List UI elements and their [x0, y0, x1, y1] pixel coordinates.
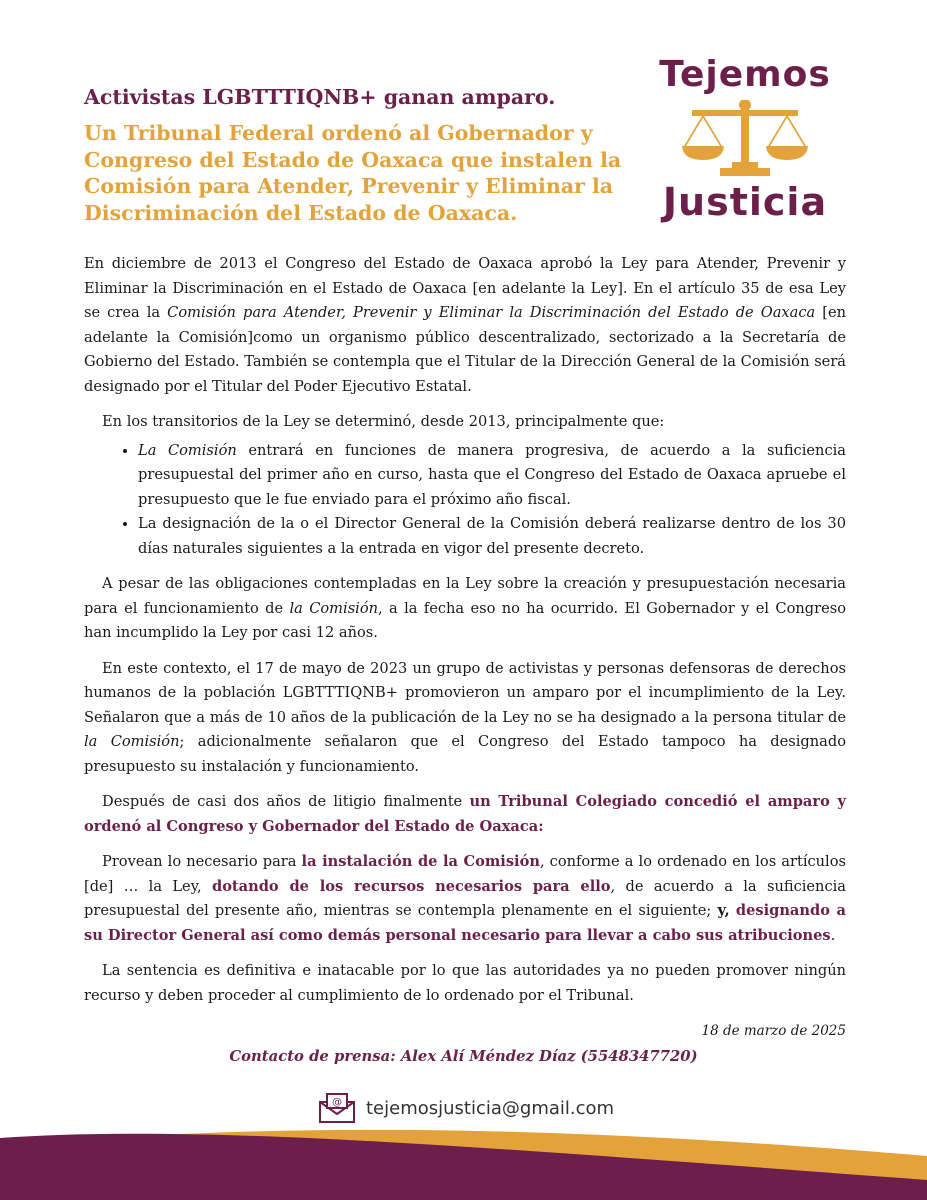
- paragraph-6: Provean lo necesario para la instalación de la Comisión, conforme a lo ordenado en los artículos [de] … la Ley, dotando de los recursos necesarios para ello, de acuerdo a la suficiencia presupuestal del presente año, mientras se contempla plenamente en el siguiente; y, designando a su Director General así como demás personal necesario para llevar a cabo sus atribuciones.: [84, 853, 846, 944]
- release-date: 18 de marzo de 2025: [701, 1023, 846, 1039]
- transitory-list: [84, 439, 846, 562]
- list-item: • La Comisión entrará en funciones de manera progresiva, de acuerdo a la suficiencia presupuestal del primer año en curso, hasta que el Congreso del Estado de Oaxaca apruebe el presupuesto que le fue enviado para el próximo año fiscal.: [138, 439, 846, 513]
- article-body: [84, 252, 846, 1055]
- scales-of-justice-icon: [680, 100, 810, 182]
- tejemos-justicia-logo: [640, 54, 850, 230]
- logo-word-top: Tejemos: [659, 54, 831, 95]
- press-contact: Contacto de prensa: Alex Alí Méndez Díaz (5548347720): [229, 1048, 698, 1065]
- paragraph-3: A pesar de las obligaciones contempladas en la Ley sobre la creación y presupuestación necesaria para el funcionamiento de la Comisión, a la fecha eso no ha ocurrido. El Gobernador y el Congreso han incumplido la Ley por casi 12 años.: [84, 575, 846, 641]
- svg-text:@: @: [332, 1097, 342, 1108]
- paragraph-1: En diciembre de 2013 el Congreso del Estado de Oaxaca aprobó la Ley para Atender, Prevenir y Eliminar la Discriminación en el Estado de Oaxaca [en adelante la Ley]. En el artículo 35 de esa Ley se crea la Comisión para Atender, Prevenir y Eliminar la Discriminación del Estado de Oaxaca [en adelante la Comisión]como un organismo público descentralizado, sectorizado a la Secretaría de Gobierno del Estado. También se contempla que el Titular de la Dirección General de la Comisión será designado por el Titular del Poder Ejecutivo Estatal.: [84, 255, 847, 395]
- email-address[interactable]: tejemosjusticia@gmail.com: [366, 1097, 615, 1119]
- header: [84, 84, 674, 226]
- list-item: • La designación de la o el Director General de la Comisión deberá realizarse dentro de los 30 días naturales siguientes a la entrada en vigor del presente decreto.: [138, 512, 846, 561]
- footer-decoration: [0, 1116, 927, 1200]
- paragraph-5: Después de casi dos años de litigio finalmente un Tribunal Colegiado concedió el amparo y ordenó al Congreso y Gobernador del Estado de Oaxaca:: [84, 793, 847, 835]
- paragraph-4: En este contexto, el 17 de mayo de 2023 un grupo de activistas y personas defensoras de derechos humanos de la población LGBTTTIQNB+ promovieron un amparo por el incumplimiento de la Ley. Señalaron que a más de 10 años de la publicación de la Ley no se ha designado a la persona titular de la Comisión; adicionalmente señalaron que el Congreso del Estado tampoco ha designado presupuesto su instalación y funcionamiento.: [84, 659, 846, 775]
- paragraph-7: La sentencia es definitiva e inatacable por lo que las autoridades ya no pueden promover ningún recurso y deben proceder al cumplimiento de lo ordenado por el Tribunal.: [84, 962, 846, 1004]
- logo-word-bottom: Justicia: [662, 180, 828, 224]
- paragraph-2: En los transitorios de la Ley se determinó, desde 2013, principalmente que:: [102, 413, 665, 430]
- subheadline: Un Tribunal Federal ordenó al Gobernador y Congreso del Estado de Oaxaca que instalen la Comisión para Atender, Prevenir y Eliminar la Discriminación del Estado de Oaxaca.: [84, 121, 622, 225]
- headline: Activistas LGBTTTIQNB+ ganan amparo.: [84, 85, 556, 109]
